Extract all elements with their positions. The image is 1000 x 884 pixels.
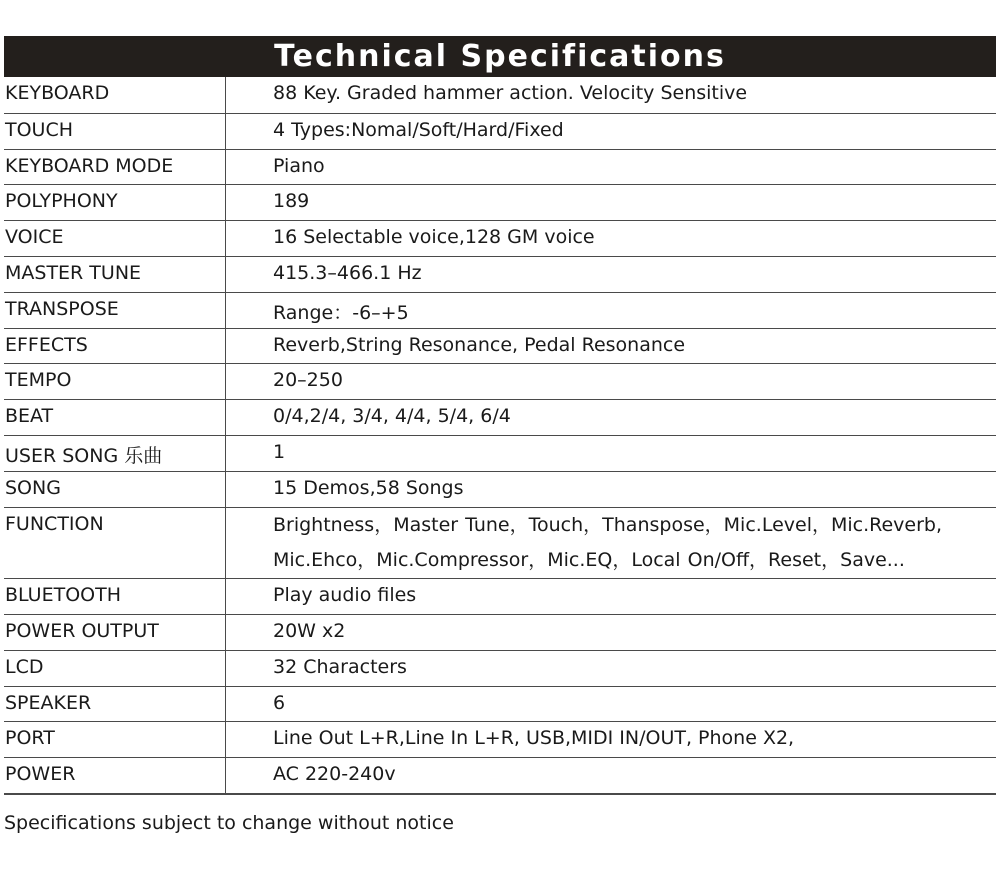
spec-label: EFFECTS (4, 329, 226, 364)
spec-row-power-output (4, 614, 996, 650)
spec-value: 20W x2 (273, 619, 346, 642)
spec-value: 415.3–466.1 Hz (273, 261, 422, 284)
spec-label: PORT (4, 722, 226, 757)
spec-value: AC 220-240v (273, 763, 396, 786)
spec-value: 4 Types:Nomal/Soft/Hard/Fixed (273, 118, 564, 141)
spec-label: TRANSPOSE (4, 293, 226, 328)
spec-label: USER SONG 乐曲 (4, 436, 226, 471)
spec-label: TOUCH (4, 114, 226, 149)
spec-row-touch (4, 113, 996, 149)
spec-row-beat (4, 399, 996, 435)
spec-row-master-tune (4, 256, 996, 292)
spec-value: 1 (273, 440, 286, 463)
spec-label: SPEAKER (4, 687, 226, 722)
spec-row-bluetooth (4, 578, 996, 614)
spec-value: Brightness，Master Tune，Touch，Thanspose，Mic.Level，Mic.Reverb, Mic.Ehco，Mic.Compressor，Mic.EQ，Local On/Off，Reset，Save... (273, 513, 943, 572)
spec-label: LCD (4, 651, 226, 686)
spec-value: Play audio files (273, 584, 417, 607)
spec-value: Range：-6–+5 (273, 301, 409, 324)
spec-table (4, 77, 996, 795)
spec-value: 15 Demos,58 Songs (273, 476, 464, 499)
spec-value: Piano (273, 154, 325, 177)
spec-label: TEMPO (4, 364, 226, 399)
spec-row-speaker (4, 686, 996, 722)
spec-row-song (4, 471, 996, 507)
spec-label: POWER OUTPUT (4, 615, 226, 650)
spec-label: BEAT (4, 400, 226, 435)
spec-value: 189 (273, 190, 310, 213)
spec-label: POWER (4, 758, 226, 793)
spec-row-lcd (4, 650, 996, 686)
spec-row-polyphony (4, 184, 996, 220)
spec-row-keyboard-mode (4, 149, 996, 185)
spec-row-transpose (4, 292, 996, 328)
footnote: Specifications subject to change without notice (4, 812, 454, 834)
spec-row-voice (4, 220, 996, 256)
spec-label: KEYBOARD MODE (4, 150, 226, 185)
spec-value: 32 Characters (273, 655, 407, 678)
spec-row-effects (4, 328, 996, 364)
spec-value: 20–250 (273, 369, 343, 392)
spec-row-port (4, 721, 996, 757)
spec-row-user-song (4, 435, 996, 471)
spec-label: FUNCTION (4, 508, 226, 579)
spec-value: 88 Key. Graded hammer action. Velocity Sensitive (273, 82, 748, 104)
spec-value: 16 Selectable voice,128 GM voice (273, 226, 595, 249)
spec-value: 6 (273, 691, 286, 714)
spec-sheet (4, 36, 996, 795)
spec-row-keyboard (4, 77, 996, 113)
spec-label: SONG (4, 472, 226, 507)
spec-label: KEYBOARD (4, 77, 226, 113)
spec-label: VOICE (4, 221, 226, 256)
spec-row-tempo (4, 363, 996, 399)
spec-label: BLUETOOTH (4, 579, 226, 614)
spec-label: POLYPHONY (4, 185, 226, 220)
spec-row-function (4, 507, 996, 579)
spec-label: MASTER TUNE (4, 257, 226, 292)
spec-row-power (4, 757, 996, 793)
spec-value: 0/4,2/4, 3/4, 4/4, 5/4, 6/4 (273, 405, 511, 428)
spec-title: Technical Specifications (4, 36, 996, 77)
spec-value: Line Out L+R,Line In L+R, USB,MIDI IN/OUT, Phone X2, (273, 727, 795, 750)
spec-value: Reverb,String Resonance, Pedal Resonance (273, 333, 686, 356)
